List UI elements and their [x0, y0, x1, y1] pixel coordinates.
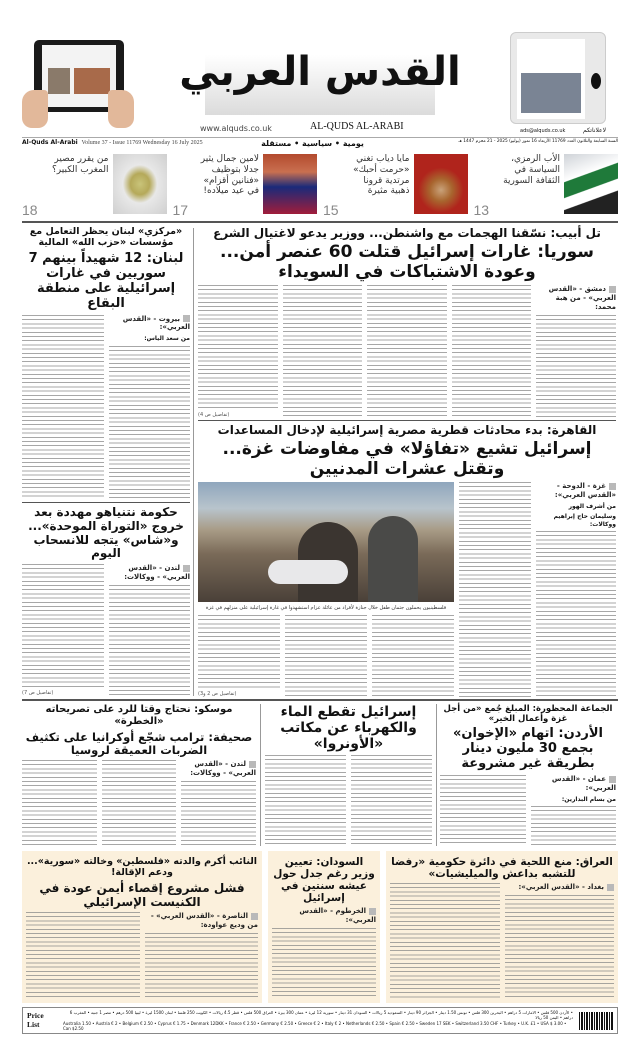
lead-columns — [198, 285, 616, 418]
section-rule — [22, 221, 618, 223]
barcode — [579, 1012, 613, 1030]
knesset-column — [26, 912, 140, 998]
gaza-author-2: وسليمان حاج إبراهيم ووكالات: — [553, 513, 616, 528]
iraq-headline[interactable]: العراق: منع اللحية في دائرة حكومية «رفضا للتشبه بداعش والميليشيات» — [391, 856, 613, 881]
knesset-column — [145, 912, 259, 998]
price-list-arab: • الأردن 500 فلس • الامارات 5 دراهم • البحرين 300 فلس • تونس 1.50 دينار • الجزائر 90 دينار • السعودية 5 ريالات • السودان 31 دينار • سورية 12 ليرة • عمان 300 بيزة • العراق 500 فلس • قطر 4.5 ريالات • الكويت 250 فلسا • لبنان 1500 ليرة • ليبيا 500 درهم • مصر 1 جنيه • المغرب 6 دراهم • اليمن 50 ريالا — [69, 1010, 573, 1020]
jordan-byline: عمان - «القدس العربي»: — [531, 775, 617, 793]
teaser[interactable] — [323, 154, 468, 218]
knesset-kicker: النائب أكرم والدته «فلسطين» وخالته «سورية»... ودعم الإقالة! — [26, 856, 258, 879]
lead-column — [198, 285, 278, 418]
teaser-image-flags — [564, 154, 618, 214]
gaza-author-1: من أشرف الهور — [568, 502, 616, 510]
lead-body-col-4 — [283, 285, 363, 418]
website-link[interactable]: www.alquds.co.uk — [200, 124, 272, 133]
gaza-more-link[interactable]: (تفاصيل ص 2 و3) — [198, 691, 237, 697]
lebanon-column — [22, 315, 104, 500]
russia-headline[interactable]: صحيفة: ترامب شجّع أوكرانيا على تكثيف الضربات العميقة لروسيا — [25, 730, 253, 758]
jordan-story — [440, 704, 616, 846]
unrwa-headline[interactable]: إسرائيل تقطع الماء والكهرباء عن مكاتب «الأونروا» — [280, 704, 417, 753]
gaza-column — [459, 482, 531, 697]
paper-name-en: Al-Quds Al-Arabi — [22, 139, 78, 146]
lead-body-col-3 — [367, 285, 447, 418]
teaser-page-number: 18 — [22, 202, 38, 218]
lebanon-author: من سعد الياس: — [144, 335, 190, 343]
lebanon-column — [109, 315, 191, 500]
gaza-photo-section — [198, 482, 454, 697]
lebanon-body-col-2 — [22, 315, 104, 500]
column-divider — [193, 228, 194, 696]
jordan-author: من بسام البدارين: — [561, 795, 616, 803]
gaza-column — [285, 615, 367, 697]
lebanon-headline[interactable]: لبنان: 12 شهيداً بينهم 7 سوريين في غارات إسرائيلية على منطقة البقاع — [28, 250, 184, 311]
ads-label: لاعلاناتكم — [583, 127, 607, 134]
israel-gov-body-col-1 — [109, 585, 191, 696]
price-list-intl: Australia 1.50 • Austria € 2 • Belgium € 2.50 • Cyprus € 1.75 • Denmark 12DKK • France € 2.50 • Germany € 2.50 • Greece € 2 • Italy € 2 • Netherlands € 2.50 • Spain € 2.50 • Sweden 17 SEK • Switzerland 3.50 CHF • Turkey • U.K. £1 • USA $ 3.00 • Can $2.50 — [63, 1021, 567, 1031]
teaser-page-number: 13 — [473, 202, 490, 218]
masthead-logo: القدس العربي — [179, 49, 461, 95]
column-divider — [260, 704, 261, 846]
russia-kicker: موسكو: نحتاج وقتا للرد على تصريحاته «الخطرة» — [45, 704, 233, 727]
knesset-story-box — [22, 851, 262, 1003]
lead-column — [536, 285, 616, 418]
price-list-label: Price List — [27, 1011, 44, 1029]
teaser-page-number: 17 — [172, 202, 189, 218]
lead-column — [367, 285, 447, 418]
section-rule — [22, 502, 190, 503]
israel-gov-headline[interactable]: حكومة نتنياهو مهددة بعد خروج «التوراة الموحدة»... و«شاس» يتجه للانسحاب اليوم — [28, 505, 184, 561]
knesset-byline: الناصرة - «القدس العربي» - من وديع عواودة: — [145, 912, 259, 930]
israel-gov-story — [22, 506, 190, 696]
israel-gov-column — [109, 564, 191, 696]
knesset-columns — [26, 912, 258, 998]
sudan-byline: الخرطوم - «القدس العربي»: — [272, 907, 376, 925]
jordan-body-col-2 — [440, 775, 526, 846]
knesset-body-col-1 — [145, 933, 259, 998]
unrwa-column — [265, 755, 346, 846]
teaser-text[interactable]: من يقرر مصير المغرب الكبير؟ — [52, 154, 109, 175]
israel-gov-column — [22, 564, 104, 696]
column-divider — [436, 704, 437, 846]
jordan-columns — [440, 775, 616, 846]
russia-columns — [22, 760, 256, 846]
russia-column — [181, 760, 256, 846]
gaza-lower-columns — [198, 615, 454, 697]
dateline — [22, 139, 618, 149]
teaser-strip — [22, 154, 618, 218]
gaza-body-col-a — [459, 482, 531, 697]
unrwa-column — [351, 755, 432, 846]
iraq-columns — [390, 883, 614, 998]
israel-gov-more-link[interactable]: (تفاصيل ص 7) — [22, 690, 54, 696]
lead-body-col-1 — [536, 315, 616, 418]
gaza-headline[interactable]: إسرائيل تشيع «تفاؤلا» في مفاوضات غزة... وتقتل عشرات المدنيين — [222, 439, 592, 479]
russia-story — [22, 704, 256, 846]
sudan-body — [272, 928, 376, 998]
unrwa-body-col-2 — [265, 755, 346, 846]
dateline-left — [22, 139, 237, 147]
masthead-logo-en: AL-QUDS AL-ARABI — [310, 121, 404, 132]
gaza-body-below-2 — [285, 615, 367, 697]
gaza-body-below-1 — [372, 615, 454, 697]
dateline-right: السنة السابعة والثلاثون العدد 11769 الأربعاء 16 تموز (يوليو) 2025 - 21 محرم 1447 هـ — [458, 139, 618, 144]
gaza-column — [536, 482, 616, 697]
jordan-column — [531, 775, 617, 846]
lead-column — [452, 285, 532, 418]
israel-gov-byline: لندن - «القدس العربي» - ووكالات: — [109, 564, 191, 582]
gaza-column — [198, 615, 280, 697]
lead-more-link[interactable]: (تفاصيل ص 4) — [198, 412, 230, 418]
gaza-funeral-photo — [198, 482, 454, 602]
section-rule — [22, 699, 618, 701]
gaza-photo-caption: فلسطينيون يحملون جثمان طفل خلال جنازة لأفراد من عائلة عزام استشهدوا في غارة إسرائيلية على منزلهم في غزة — [205, 605, 447, 612]
iraq-body-col-1 — [505, 895, 615, 998]
unrwa-body-col-1 — [351, 755, 432, 846]
teaser-page-number: 15 — [323, 202, 339, 218]
dateline-rule-top — [22, 137, 618, 138]
teaser-text[interactable]: لامين جمال يثير جدلا بتوظيف «فنانين أقزام» في عيد ميلاده! — [200, 154, 259, 197]
gaza-column — [372, 615, 454, 697]
teaser-text[interactable]: الأب الرمزي، السياسة في الثقافة السورية — [503, 154, 560, 186]
iraq-story-box — [386, 851, 618, 1003]
iraq-column — [390, 883, 500, 998]
unrwa-story — [265, 704, 432, 846]
russia-column — [102, 760, 177, 846]
teaser-image-emblem — [113, 154, 167, 214]
lebanon-story — [22, 226, 190, 500]
knesset-body-col-2 — [26, 912, 140, 998]
israel-gov-columns — [22, 564, 190, 696]
iraq-byline: بغداد - «القدس العربي»: — [505, 883, 615, 892]
issue-info: Volume 37 - Issue 11769 Wednesday 16 July 2025 — [81, 140, 203, 146]
knesset-headline[interactable]: فشل مشروع إقصاء أيمن عودة في الكنيست الإسرائيلي — [39, 880, 245, 909]
gaza-body-below-3 — [198, 615, 280, 688]
lead-byline: دمشق - «القدس العربي» - من هبة محمد: — [536, 285, 616, 311]
russia-body-col-2 — [102, 760, 177, 846]
dateline-center: يومية • سياسية • مستقلة — [261, 139, 364, 148]
russia-body-col-1 — [181, 781, 256, 846]
gaza-columns — [198, 482, 616, 697]
iraq-column — [505, 883, 615, 998]
sudan-story-box — [268, 851, 380, 1003]
gaza-kicker: القاهرة: بدء محادثات قطرية مصرية إسرائيلية لإدخال المساعدات — [217, 423, 597, 437]
jordan-kicker: الجماعة المحظورة: المبلغ جُمع «من أجل غزة وأعمال الخير» — [443, 704, 613, 725]
iraq-body-col-2 — [390, 883, 500, 998]
lead-kicker: تل أبيب: نسّقنا الهجمات مع واشنطن... ووزير يدعو لاغتيال الشرع — [213, 226, 601, 240]
gaza-body-col-b — [536, 531, 616, 697]
israel-gov-body-col-2 — [22, 564, 104, 687]
unrwa-columns — [265, 755, 432, 846]
lebanon-byline: بيروت - «القدس العربي»: — [109, 315, 191, 333]
lead-column — [283, 285, 363, 418]
russia-byline: لندن - «القدس العربي» - ووكالات: — [181, 760, 256, 778]
lead-story — [198, 226, 616, 418]
russia-column — [22, 760, 97, 846]
price-list-bar — [22, 1007, 618, 1034]
price-list-lines — [63, 1010, 573, 1031]
jordan-headline[interactable]: الأردن: اتهام «الإخوان» بجمع 30 مليون دينار بطريقة غير مشروعة — [453, 726, 603, 772]
jordan-body-col-1 — [531, 806, 617, 846]
lebanon-kicker: «مركزي» لبنان يحظر التعامل مع مؤسسات «حزب الله» المالية — [29, 226, 183, 249]
jordan-column — [440, 775, 526, 846]
teaser-image-footballer — [263, 154, 317, 214]
lead-body-col-2 — [452, 285, 532, 418]
teaser-text[interactable]: مايا دياب تغني «حرمت أحبك» مرتدية قرونا ذهبية مثيرة — [353, 154, 410, 197]
lead-body-col-5 — [198, 285, 278, 409]
teaser-image-singer — [414, 154, 468, 214]
sudan-headline[interactable]: السودان: تعيين وزير رغم جدل حول عيشه سنتين في إسرائيل — [273, 856, 375, 905]
gaza-byline: غزة - الدوحة - «القدس العربي»: — [536, 482, 616, 500]
lead-headline[interactable]: سوريا: غارات إسرائيل قتلت 60 عنصر أمن... وعودة الاشتباكات في السويداء — [220, 242, 594, 282]
teaser[interactable] — [474, 154, 619, 218]
tablet-ad-left — [22, 40, 134, 128]
teaser[interactable] — [22, 154, 167, 218]
lebanon-body-col-1 — [109, 346, 191, 500]
section-rule — [198, 420, 616, 421]
ads-email[interactable]: ads@alquds.co.uk — [520, 128, 566, 134]
teaser[interactable] — [173, 154, 318, 218]
lebanon-columns — [22, 315, 190, 500]
tablet-ad-right — [510, 32, 606, 124]
gaza-story — [198, 423, 616, 697]
russia-body-col-3 — [22, 760, 97, 846]
